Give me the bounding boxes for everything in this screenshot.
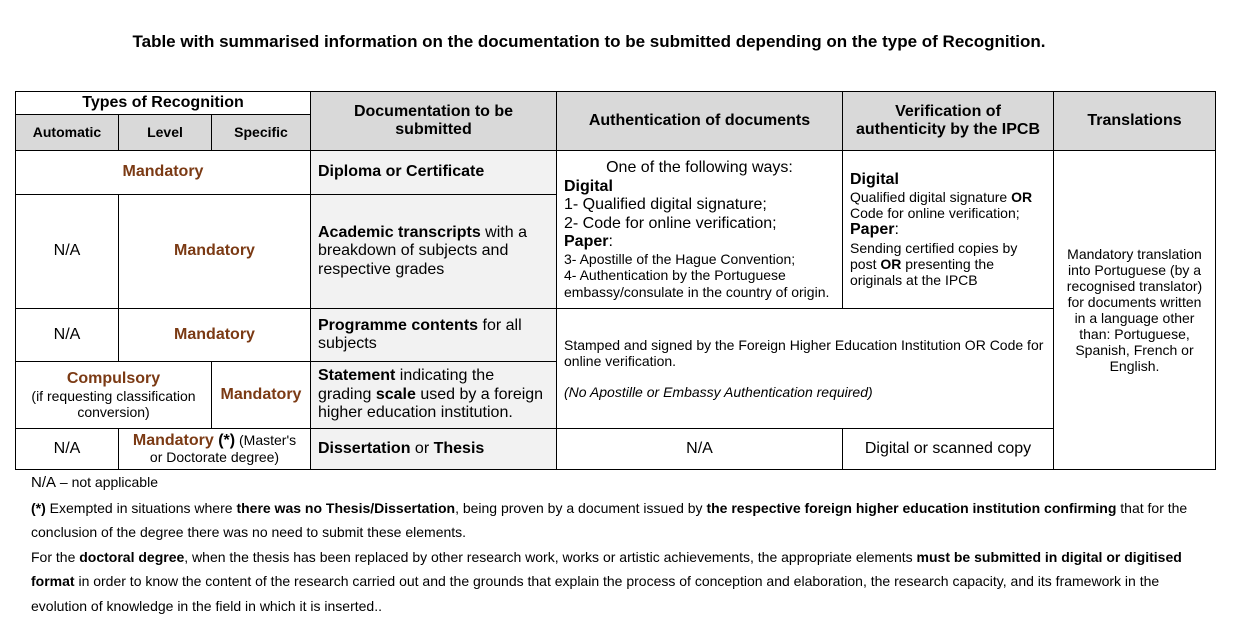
level-header: Level xyxy=(119,115,212,151)
automatic-header: Automatic xyxy=(16,115,119,151)
dissertation-na: N/A xyxy=(16,429,119,470)
verification-header: Verification of authenticity by the IPCB xyxy=(843,92,1054,151)
dissertation-mandatory: Mandatory (*) (Master's or Doctorate degree) xyxy=(119,429,311,470)
dissertation-verification: Digital or scanned copy xyxy=(843,429,1054,470)
table-row-diploma xyxy=(16,151,1216,195)
na-footnote: N/A – not applicable xyxy=(31,474,158,491)
diploma-mandatory: Mandatory xyxy=(16,151,311,195)
statement-mandatory: Mandatory xyxy=(212,362,311,429)
programme-mandatory: Mandatory xyxy=(119,309,311,362)
transcripts-doc: Academic transcripts with a breakdown of subjects and respective grades xyxy=(311,195,557,309)
statement-doc: Statement indicating the grading scale used by a foreign higher education institution. xyxy=(311,362,557,429)
page-title: Table with summarised information on the documentation to be submitted depending on the type of Recognition. xyxy=(132,32,1046,51)
transcripts-na: N/A xyxy=(16,195,119,309)
specific-header: Specific xyxy=(212,115,311,151)
footnotes xyxy=(31,470,1211,618)
translations-cell: Mandatory translation into Portuguese (by a recognised translator) for documents written in a language other than: Portuguese, Spanish, French or English. xyxy=(1054,151,1216,470)
table-row-dissertation xyxy=(16,429,1216,470)
doctoral-footnote: For the doctoral degree, when the thesis has been replaced by other research work, works or artistic achievements, the appropriate elements must be submitted in digital or digitised format in order to know the content of the research carried out and the grounds that explain the process of conception and elaboration, the research capacity, and its framework in the evolution of knowledge in the field in which it is inserted.. xyxy=(31,548,1182,614)
dissertation-doc: Dissertation or Thesis xyxy=(311,429,557,470)
transcripts-mandatory: Mandatory xyxy=(119,195,311,309)
programme-na: N/A xyxy=(16,309,119,362)
authentication-cell: One of the following ways: Digital 1- Qualified digital signature; 2- Code for online verification; Paper: 3- Apostille of the Hague Convention; 4- Authentication by the Portuguese embassy/consulate in the country of origin. xyxy=(557,151,843,309)
programme-doc: Programme contents for all subjects xyxy=(311,309,557,362)
verification-cell: Digital Qualified digital signature OR Code for online verification; Paper: Sending certified copies by post OR presenting the originals at the IPCB xyxy=(843,151,1054,309)
table-row-programme xyxy=(16,309,1216,362)
authentication-header: Authentication of documents xyxy=(557,92,843,151)
types-of-recognition-header: Types of Recognition xyxy=(16,92,311,115)
stamped-cell: Stamped and signed by the Foreign Higher Education Institution OR Code for online verification. (No Apostille or Embassy Authentication required) xyxy=(557,309,1054,429)
diploma-doc: Diploma or Certificate xyxy=(311,151,557,195)
exemption-footnote: (*) Exempted in situations where there was no Thesis/Dissertation, being proven by a document issued by the respective foreign higher education institution confirming that for the conclusion of the degree there was no need to submit these elements. xyxy=(31,499,1188,540)
recognition-table xyxy=(15,91,1216,470)
translations-header: Translations xyxy=(1054,92,1216,151)
documentation-header: Documentation to be submitted xyxy=(311,92,557,151)
dissertation-authentication: N/A xyxy=(557,429,843,470)
statement-compulsory: Compulsory (if requesting classification conversion) xyxy=(16,362,212,429)
